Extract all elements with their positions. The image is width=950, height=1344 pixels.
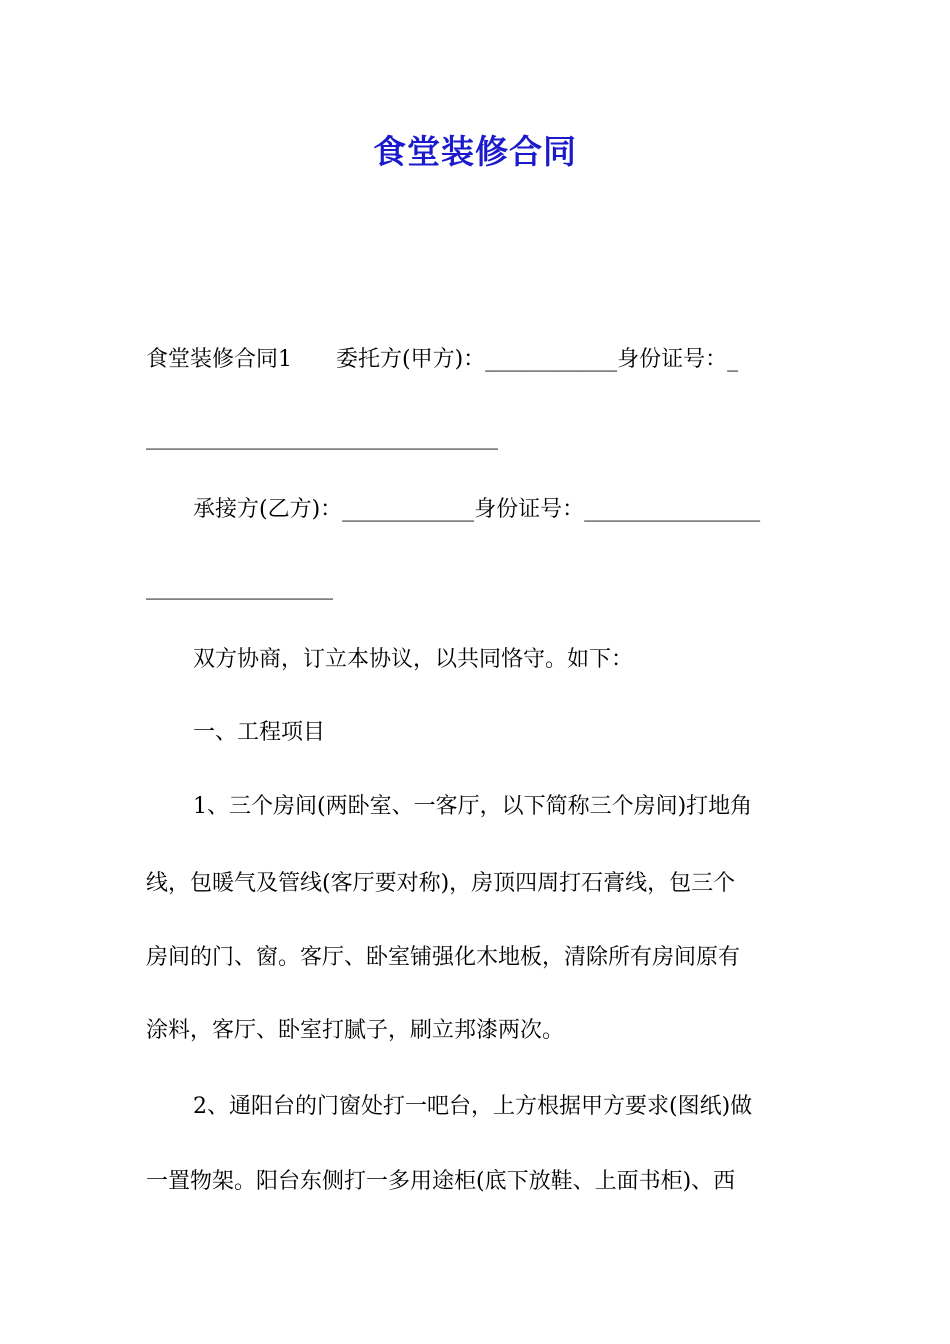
party-a-id-continuation: ________________________________ [146,425,498,450]
document-title: 食堂装修合同 [373,132,577,171]
clause-1-line-4: 涂料，客厅、卧室打腻子，刷立邦漆两次。 [146,1018,565,1043]
clause-1-line-2: 线，包暖气及管线(客厅要对称)，房顶四周打石膏线，包三个 [146,871,736,896]
clause-2-line-1: 2、通阳台的门窗处打一吧台，上方根据甲方要求(图纸)做 [193,1094,753,1119]
party-b-line: 承接方(乙方)：____________身份证号：________________ [193,497,761,522]
clause-1-line-1: 1、三个房间(两卧室、一客厅，以下简称三个房间)打地角 [193,794,753,819]
section-heading-project: 一、工程项目 [193,720,326,745]
party-b-id-continuation: _________________ [146,575,333,600]
clause-2-line-2: 一置物架。阳台东侧打一多用途柜(底下放鞋、上面书柜)、西 [146,1169,736,1194]
agreement-intro: 双方协商，订立本协议，以共同恪守。如下： [193,647,634,672]
party-a-line: 食堂装修合同1 委托方(甲方)：____________身份证号：_ [146,347,739,372]
clause-1-line-3: 房间的门、窗。客厅、卧室铺强化木地板，清除所有房间原有 [146,945,741,970]
